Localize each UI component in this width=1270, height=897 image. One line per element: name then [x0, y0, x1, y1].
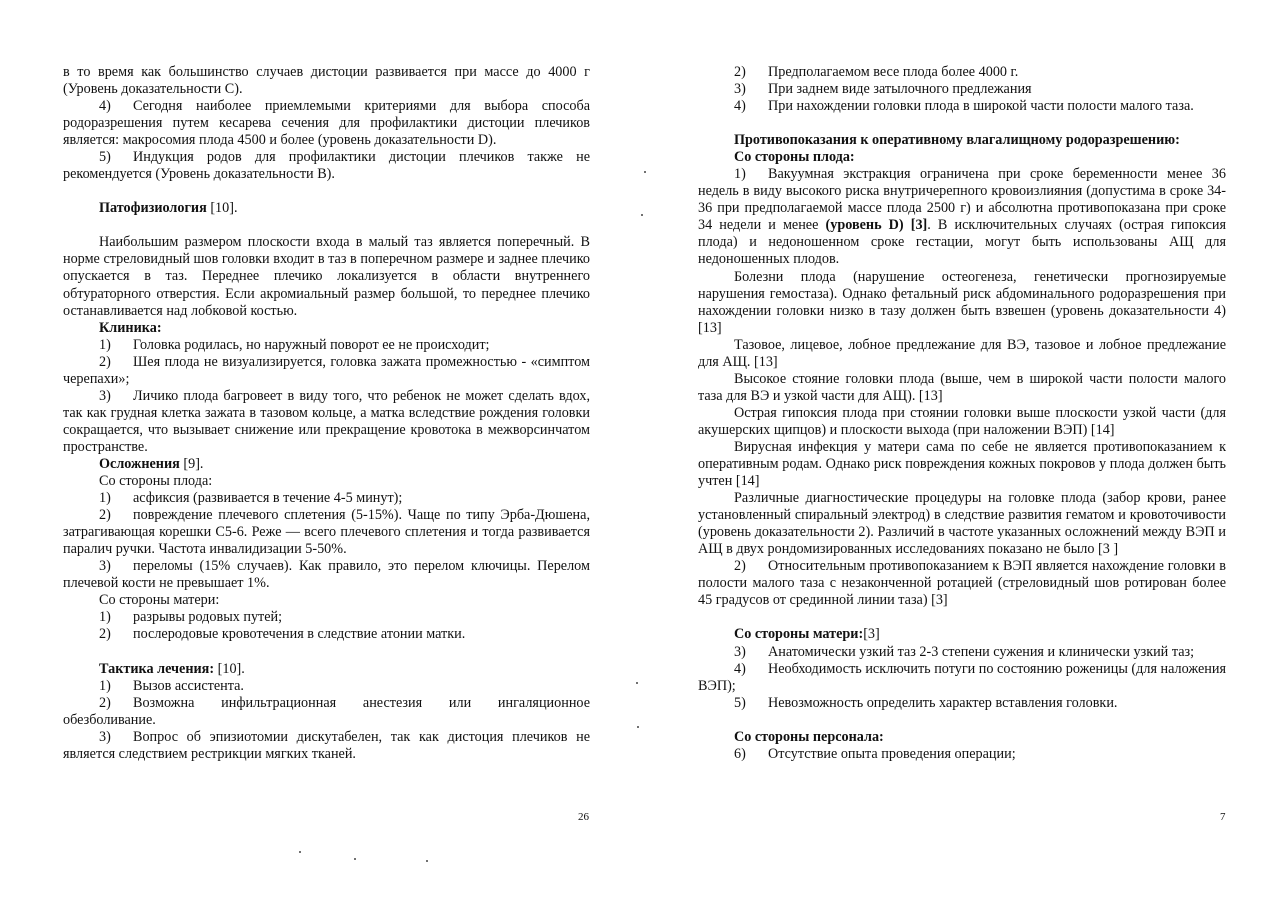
list-item: [63, 695, 590, 729]
item-text: переломы (15% случаев). Как правило, это перелом ключицы. Перелом плечевой кости не превышает 1%.: [63, 558, 590, 592]
paragraph: Различные диагностические процедуры на головке плода (забор крови, ранее установленный спиральный электрод) в следствие развития гематом и кровоточивости (уровень доказательности 2). Различий в частоте указанных осложнений между ВЭП и АЩ в двух рондомизированных исследованиях показано не было [3 ]: [698, 490, 1226, 558]
scan-speck: [299, 851, 301, 853]
item-text: Возможна инфильтрационная анестезия или ингаляционное обезболивание.: [63, 694, 590, 728]
list-item: [63, 490, 590, 507]
item-text: Вакуумная экстракция ограничена при сроке беременности менее 36 недель в виду высокого риска внутричерепного кровоизлияния (допустима в сроке 34-36 при предполагаемой массе плода 2500 г) и абсолютна противопоказана при сроке 34 недели и менее: [698, 166, 1226, 234]
item-number: 2): [734, 558, 746, 575]
item-text: Шея плода не визуализируется, головка зажата промежностью - «симптом черепахи»;: [63, 353, 590, 387]
scan-speck: [637, 726, 639, 728]
heading-text: Клиника:: [99, 319, 162, 336]
item-number: 4): [734, 98, 746, 115]
subheading: [698, 149, 1226, 166]
item-number: 4): [734, 660, 746, 677]
paragraph: Тазовое, лицевое, лобное предлежание для ВЭ, тазовое и лобное предлежание для АЩ. [13]: [698, 336, 1226, 370]
section-heading: [63, 661, 590, 678]
item-text: При нахождении головки плода в широкой части полости малого таза.: [768, 98, 1194, 115]
item-text: повреждение плечевого сплетения (5-15%). Чаще по типу Эрба-Дюшена, затрагивающая корешки С5-6. Реже — всего плечевого сплетения и тогда развивается паралич ручки. Частота инвалидизации 5-50%.: [63, 507, 590, 558]
scan-speck: [644, 171, 646, 173]
list-item: [63, 149, 590, 183]
list-item: [698, 695, 1226, 712]
item-number: 3): [99, 728, 111, 745]
heading-ref: [10].: [206, 200, 238, 217]
list-item: [63, 507, 590, 558]
item-number: 2): [99, 626, 111, 643]
mother-contra-list: [698, 644, 1226, 712]
item-text: . В исключительных случаях (острая гипоксия плода) и недоношенном сроке гестации, могут быть использованы АЩ для недоношенных плодов.: [698, 217, 1226, 268]
paragraph: Острая гипоксия плода при стоянии головки выше плоскости узкой части (для акушерских щипцов) и плоскости выхода (при наложении ВЭП) [14]: [698, 404, 1226, 438]
staff-list: [698, 746, 1226, 763]
item-text: Предполагаемом весе плода более 4000 г.: [768, 64, 1019, 80]
page-number: 26: [578, 811, 589, 823]
right-page: [698, 64, 1226, 763]
item-text: послеродовые кровотечения в следствие атонии матки.: [133, 626, 466, 643]
item-number: 1): [99, 677, 111, 694]
subheading: [698, 729, 1226, 746]
heading-text: Со стороны матери:: [734, 626, 864, 643]
item-number: 6): [734, 745, 746, 762]
subheading: Со стороны плода:: [99, 473, 213, 490]
heading-text: Противопоказания к оперативному влагалищному родоразрешению:: [734, 132, 1180, 149]
item-number: 3): [734, 643, 746, 660]
item-number: 5): [734, 694, 746, 711]
list-item: [698, 166, 1226, 268]
list-item: [63, 729, 590, 763]
paragraph: в то время как большинство случаев дистоции развивается при массе до 4000 г (Уровень доказательности С).: [63, 64, 590, 98]
list-item: [63, 337, 590, 354]
item-number: 2): [734, 64, 746, 80]
subheading: Со стороны матери:: [99, 592, 220, 609]
section-heading: [698, 132, 1226, 149]
paragraph: Высокое стояние головки плода (выше, чем в широкой части полости малого таза для ВЭ и узкой части для АЩ). [13]: [698, 370, 1226, 404]
left-page: [63, 64, 590, 763]
item-number: 1): [734, 166, 746, 183]
list-item: [63, 354, 590, 388]
item-text: асфиксия (развивается в течение 4-5 минут);: [133, 490, 403, 507]
list-item: [698, 98, 1226, 115]
item-text: Отсутствие опыта проведения операции;: [768, 745, 1016, 762]
mother-list: [63, 609, 590, 643]
scan-speck: [636, 682, 638, 684]
section-heading: [63, 200, 590, 217]
item-number: 2): [99, 353, 111, 370]
list-item: [63, 558, 590, 592]
paragraph: Наибольшим размером плоскости входа в малый таз является поперечный. В норме стреловидный шов головки входит в таз в поперечном размере и заднее плечико опускается в таз. Переднее плечико локализуется в области внутреннего обтураторного отверстия. Если акромиальный размер большой, то переднее плечико останавливается над лобковой костью.: [63, 234, 590, 319]
item-number: 2): [99, 694, 111, 711]
heading-ref: [3]: [863, 626, 880, 643]
item-text: Сегодня наиболее приемлемыми критериями для выбора способа родоразрешения путем кесарева сечения для профилактики дистоции плечиков является: макросомия плода 4500 и более (уровень доказательности D).: [63, 98, 590, 149]
list-item: [698, 644, 1226, 661]
list-item: [63, 388, 590, 456]
list-item: [63, 609, 590, 626]
tactics-list: [63, 678, 590, 763]
heading-text: Со стороны плода:: [734, 149, 855, 166]
heading-ref: [9].: [179, 455, 204, 472]
paragraph: Вирусная инфекция у матери сама по себе не является противопоказанием к оперативным родам. Однако риск повреждения кожных покровов у плода должен быть учтен [14]: [698, 438, 1226, 490]
item-text: Головка родилась, но наружный поворот ее не происходит;: [133, 336, 490, 353]
item-number: 1): [99, 609, 111, 626]
heading-ref: [10].: [214, 660, 245, 677]
item-number: 3): [734, 81, 746, 98]
scan-speck: [354, 858, 356, 860]
item-text: Вопрос об эпизиотомии дискутабелен, так как дистоция плечиков не является следствием рестрикции мягких тканей.: [63, 728, 590, 762]
item-text: разрывы родовых путей;: [133, 609, 283, 626]
item-text: Анатомически узкий таз 2-3 степени сужения и клинически узкий таз;: [768, 643, 1195, 660]
item-text: Вызов ассистента.: [133, 677, 244, 694]
item-number: 2): [99, 507, 111, 524]
item-text: При заднем виде затылочного предлежания: [768, 81, 1032, 98]
scan-speck: [641, 214, 643, 216]
item-text: Необходимость исключить потуги по состоянию роженицы (для наложения ВЭП);: [698, 660, 1226, 694]
section-heading: [63, 456, 590, 473]
item-text: Невозможность определить характер вставления головки.: [768, 694, 1118, 711]
list-item: [63, 678, 590, 695]
list-item: [698, 64, 1226, 81]
subheading: [698, 626, 1226, 643]
heading-text: Тактика лечения:: [99, 660, 215, 677]
item-number: 3): [99, 558, 111, 575]
page-number: 7: [1220, 811, 1226, 823]
item-text: Личико плода багровеет в виду того, что ребенок не может сделать вдох, так как грудная клетка зажата в тазовом кольце, а матка вследствие рождения головки сокращается, что вызывает снижение или прекращение кровотока в межворсинчатом пространстве.: [63, 387, 590, 455]
item-text: Относительным противопоказанием к ВЭП является нахождение головки в полости малого таза с незаконченной ротацией (стреловидный шов ротирован более 45 градусов от срединной линии таза) [3]: [698, 558, 1226, 609]
list-item: [698, 81, 1226, 98]
fetus-list: [63, 490, 590, 592]
heading-text: Со стороны персонала:: [734, 728, 884, 745]
heading-text: Осложнения: [99, 455, 180, 472]
item-number: 4): [99, 98, 111, 115]
list-item: [63, 98, 590, 149]
top-list: [698, 64, 1226, 115]
heading-text: Патофизиология: [99, 200, 207, 217]
item-number: 1): [99, 490, 111, 507]
item-number: 5): [99, 149, 111, 166]
section-heading: [63, 320, 590, 337]
list-item: [63, 626, 590, 643]
list-item: [698, 661, 1226, 695]
list-item: [698, 558, 1226, 609]
clinic-list: [63, 337, 590, 456]
scan-speck: [426, 860, 428, 862]
item-number: 1): [99, 336, 111, 353]
list-item: [698, 746, 1226, 763]
evidence-level: (уровень D) [3]: [825, 217, 928, 234]
item-text: Индукция родов для профилактики дистоции плечиков также не рекомендуется (Уровень доказательности В).: [63, 149, 590, 183]
paragraph: Болезни плода (нарушение остеогенеза, генетически прогнозируемые нарушения гемостаза). Однако фетальный риск абдоминального родоразрешения при нахождении головки низко в тазу должен быть взвешен (уровень доказательности 4) [13]: [698, 268, 1226, 336]
item-number: 3): [99, 387, 111, 404]
